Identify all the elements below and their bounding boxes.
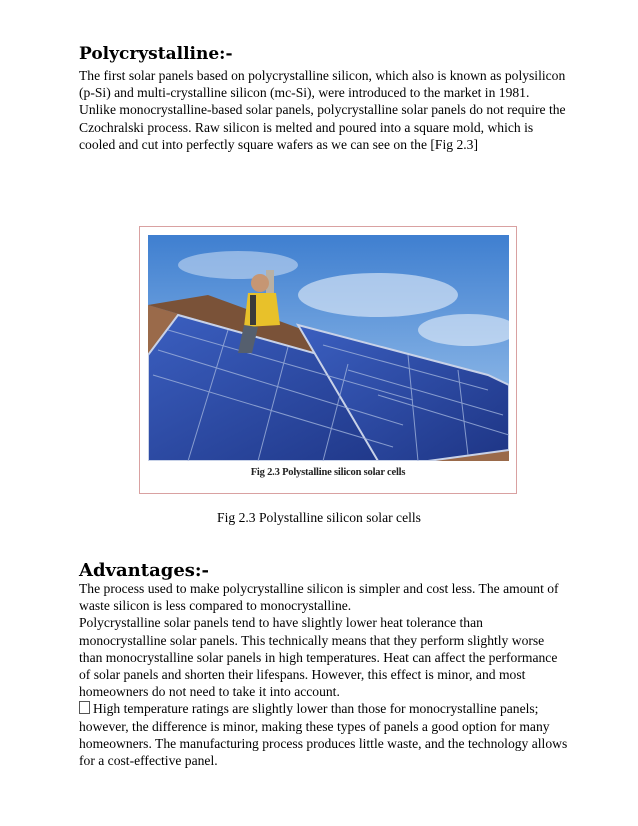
advantage-line-3: High temperature ratings are slightly lower than those for monocrystalline panels; however, the difference is minor, making these types of panels a good option for many homeowners. The manufacturing process produces little waste, and the technology allows for a cost-effective panel.: [79, 701, 568, 769]
figure-frame: [139, 226, 517, 494]
heading-polycrystalline: Polycrystalline:-: [79, 44, 233, 64]
advantages-body: [79, 580, 569, 769]
heading-advantages: Advantages:-: [79, 560, 210, 581]
advantage-line-2: Polycrystalline solar panels tend to have slightly lower heat tolerance than monocrystalline solar panels. This technically means that they perform slightly worse than monocrystalline solar panels in high temperatures. Heat can affect the performance of solar panels and shorten their lifespans. However, this effect is minor, and most homeowners do not need to take it into account.: [79, 615, 558, 700]
bullet-box-icon: [79, 701, 90, 714]
intro-paragraph: The first solar panels based on polycrystalline silicon, which also is known as polysilicon (p-Si) and multi-crystalline silicon (mc-Si), were introduced to the market in 1981. Unlike monocrystalline-based solar panels, polycrystalline solar panels do not require the Czochralski process. Raw silicon is melted and poured into a square mold, which is cooled and cut into perfectly square wafers as we can see on the [Fig 2.3]: [79, 68, 566, 152]
figure-caption: Fig 2.3 Polystalline silicon solar cells: [217, 510, 421, 525]
solar-panel-photo: [148, 235, 509, 461]
advantage-line-3-wrapper: [79, 700, 569, 769]
advantage-line-1: The process used to make polycrystalline silicon is simpler and cost less. The amount of waste silicon is less compared to monocrystalline.: [79, 581, 559, 614]
figure-inner-caption: Fig 2.3 Polystalline silicon solar cells: [250, 467, 406, 478]
